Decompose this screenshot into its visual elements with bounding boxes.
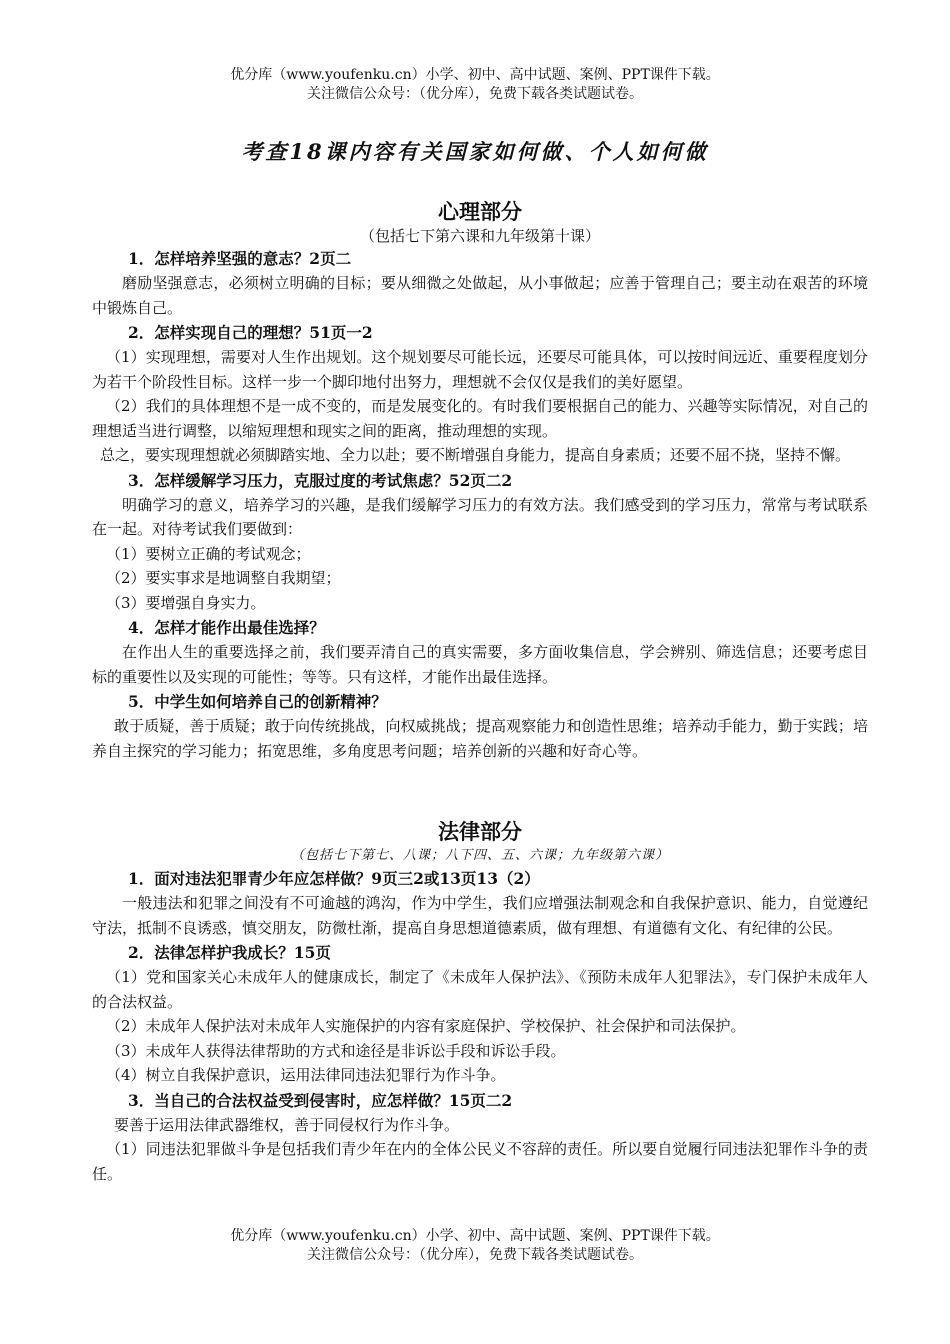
question-heading: 5．中学生如何培养自己的创新精神？: [128, 692, 387, 711]
answer-paragraph: （1）党和国家关心未成年人的健康成长，制定了《未成年人保护法》、《预防未成年人犯罪法》，专门保护未成年人的合法权益。: [92, 968, 868, 1011]
question-heading: 2．怎样实现自己的理想？51页一2: [128, 323, 373, 342]
psychology-section: [92, 198, 868, 763]
footer-line-2: 关注微信公众号：（优分库），免费下载各类试题试卷。: [307, 1247, 643, 1263]
answer-paragraph: 在作出人生的重要选择之前，我们要弄清自己的真实需要，多方面收集信息，学会辨别、筛选信息；还要考虑目标的重要性以及实现的可能性；等等。只有这样，才能作出最佳选择。: [92, 643, 868, 686]
page-header: [0, 66, 950, 104]
answer-paragraph: （3）未成年人获得法律帮助的方式和途径是非诉讼手段和诉讼手段。: [106, 1041, 566, 1060]
answer-paragraph: 明确学习的意义，培养学习的兴趣，是我们缓解学习压力的有效方法。我们感受到的学习压力，常常与考试联系在一起。对待考试我们要做到：: [92, 495, 868, 538]
document-title: 考查18课内容有关国家如何做、个人如何做: [241, 139, 709, 164]
answer-paragraph: 一般违法和犯罪之间没有不可逾越的鸿沟，作为中学生，我们应增强法制观念和自我保护意识、能力，自觉遵纪守法，抵制不良诱惑，慎交朋友，防微杜渐，提高自身思想道德素质，做有理想、有道德有文化、有纪律的公民。: [92, 894, 868, 937]
question-heading: 4．怎样才能作出最佳选择？: [128, 618, 325, 637]
answer-paragraph: （1）同违法犯罪做斗争是包括我们青少年在内的全体公民义不容辞的责任。所以要自觉履行同违法犯罪作斗争的责任。: [92, 1140, 868, 1183]
page-footer: [0, 1227, 950, 1265]
header-line-1: 优分库（www.youfenku.cn）小学、初中、高中试题、案例、PPT课件下载。: [230, 67, 720, 83]
answer-paragraph: 敢于质疑，善于质疑；敢于向传统挑战，向权威挑战；提高观察能力和创造性思维；培养动手能力，勤于实践；培养自主探究的学习能力；拓宽思维，多角度思考问题；培养创新的兴趣和好奇心等。: [92, 717, 868, 760]
law-section: [92, 818, 868, 1186]
footer-line-1: 优分库（www.youfenku.cn）小学、初中、高中试题、案例、PPT课件下载。: [230, 1228, 720, 1244]
answer-paragraph: （2）未成年人保护法对未成年人实施保护的内容有家庭保护、学校保护、社会保护和司法保护。: [106, 1017, 746, 1035]
answer-paragraph: 总之，要实现理想就必须脚踏实地、全力以赴；要不断增强自身能力，提高自身素质；还要不屈不挠，坚持不懈。: [100, 446, 851, 464]
answer-paragraph: 要善于运用法律武器维权，善于同侵权行为作斗争。: [114, 1115, 460, 1134]
header-line-2: 关注微信公众号：（优分库），免费下载各类试题试卷。: [307, 86, 643, 102]
psychology-section-subtitle: （包括七下第六课和九年级第十课）: [359, 227, 600, 245]
answer-paragraph: （1）要树立正确的考试观念；: [106, 544, 311, 563]
question-heading: 1．怎样培养坚强的意志？2页二: [128, 249, 352, 268]
law-section-title: 法律部分: [438, 820, 522, 844]
question-heading: 1．面对违法犯罪青少年应怎样做？9页三2或13页13（2）: [128, 869, 540, 888]
answer-paragraph: （3）要增强自身实力。: [106, 593, 266, 612]
question-heading: 3．怎样缓解学习压力，克服过度的考试焦虑？52页二2: [128, 470, 513, 490]
question-heading: 3．当自己的合法权益受到侵害时，应怎样做？15页二2: [128, 1090, 513, 1110]
answer-paragraph: （1）实现理想，需要对人生作出规划。这个规划要尽可能长远，还要尽可能具体，可以按时间远近、重要程度划分为若干个阶段性目标。这样一步一个脚印地付出努力，理想就不会仅仅是我们的美好愿望。: [92, 348, 868, 391]
psychology-section-title: 心理部分: [438, 200, 522, 224]
answer-paragraph: （4）树立自我保护意识，运用法律同违法犯罪行为作斗争。: [106, 1066, 506, 1084]
answer-paragraph: （2）要实事求是地调整自我期望；: [106, 569, 341, 587]
answer-paragraph: （2）我们的具体理想不是一成不变的，而是发展变化的。有时我们要根据自己的能力、兴趣等实际情况，对自己的理想适当进行调整，以缩短理想和现实之间的距离，推动理想的实现。: [92, 397, 868, 440]
answer-paragraph: 磨励坚强意志，必须树立明确的目标；要从细微之处做起，从小事做起；应善于管理自己；要主动在艰苦的环境中锻炼自己。: [92, 274, 868, 317]
question-heading: 2．法律怎样护我成长？15页: [128, 943, 331, 962]
law-section-subtitle: （包括七下第七、八课；八下四、五、六课；九年级第六课）: [290, 848, 669, 863]
